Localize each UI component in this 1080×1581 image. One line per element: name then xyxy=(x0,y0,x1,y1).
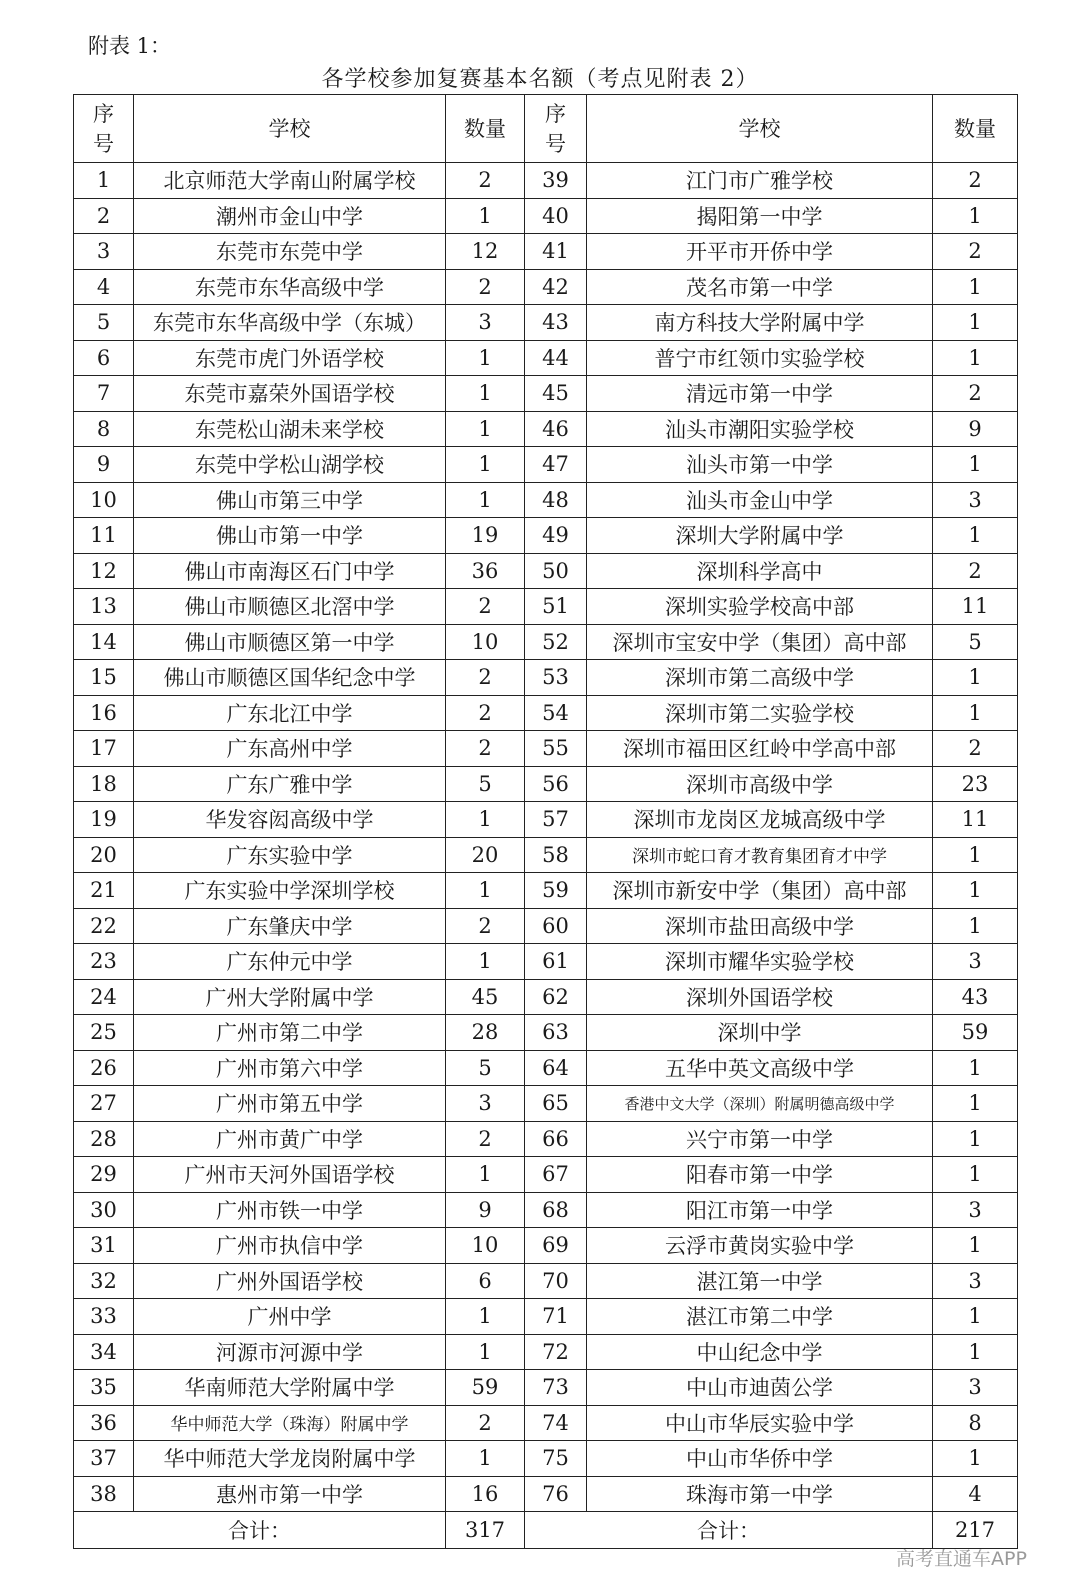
row-index-left: 13 xyxy=(74,589,134,625)
row-index-right: 41 xyxy=(525,234,587,270)
row-count-left: 2 xyxy=(446,731,525,767)
row-school-right: 深圳市龙岗区龙城高级中学 xyxy=(587,802,933,838)
row-count-right: 1 xyxy=(933,198,1018,234)
row-count-left: 1 xyxy=(446,944,525,980)
table-row xyxy=(74,802,1018,838)
row-index-left: 23 xyxy=(74,944,134,980)
row-index-right: 66 xyxy=(525,1121,587,1157)
table-row xyxy=(74,908,1018,944)
row-school-left: 广州市黄广中学 xyxy=(134,1121,446,1157)
attachment-label: 附表 1： xyxy=(88,34,172,58)
row-school-left: 广东仲元中学 xyxy=(134,944,446,980)
row-count-right: 3 xyxy=(933,1192,1018,1228)
row-index-left: 16 xyxy=(74,695,134,731)
row-school-left: 东莞松山湖未来学校 xyxy=(134,411,446,447)
row-count-right: 1 xyxy=(933,1441,1018,1477)
row-index-left: 3 xyxy=(74,234,134,270)
row-school-right: 中山市华辰实验中学 xyxy=(587,1405,933,1441)
header-count-right: 数量 xyxy=(933,95,1018,163)
row-school-right: 中山市迪茵公学 xyxy=(587,1370,933,1406)
row-index-left: 8 xyxy=(74,411,134,447)
row-index-left: 30 xyxy=(74,1192,134,1228)
table-row xyxy=(74,1050,1018,1086)
row-count-right: 23 xyxy=(933,766,1018,802)
row-school-left: 华南师范大学附属中学 xyxy=(134,1370,446,1406)
row-count-right: 1 xyxy=(933,1086,1018,1122)
row-index-left: 17 xyxy=(74,731,134,767)
row-school-right: 兴宁市第一中学 xyxy=(587,1121,933,1157)
row-count-left: 1 xyxy=(446,482,525,518)
row-index-left: 12 xyxy=(74,553,134,589)
table-row xyxy=(74,1441,1018,1477)
row-count-left: 1 xyxy=(446,1299,525,1335)
row-school-left: 佛山市顺德区北滘中学 xyxy=(134,589,446,625)
row-index-right: 67 xyxy=(525,1157,587,1193)
row-count-right: 2 xyxy=(933,163,1018,199)
header-school-left: 学校 xyxy=(134,95,446,163)
row-count-left: 1 xyxy=(446,1441,525,1477)
row-index-left: 28 xyxy=(74,1121,134,1157)
table-row xyxy=(74,518,1018,554)
row-school-right: 深圳市福田区红岭中学高中部 xyxy=(587,731,933,767)
row-index-right: 56 xyxy=(525,766,587,802)
row-index-left: 1 xyxy=(74,163,134,199)
row-school-left: 广州市天河外国语学校 xyxy=(134,1157,446,1193)
row-school-left: 广东广雅中学 xyxy=(134,766,446,802)
row-count-right: 2 xyxy=(933,234,1018,270)
header-index-right: 序 号 xyxy=(525,95,587,163)
row-index-right: 72 xyxy=(525,1334,587,1370)
row-school-left: 河源市河源中学 xyxy=(134,1334,446,1370)
row-school-right: 深圳中学 xyxy=(587,1015,933,1051)
row-school-left: 广州市第六中学 xyxy=(134,1050,446,1086)
row-count-left: 20 xyxy=(446,837,525,873)
row-school-left: 东莞市东华高级中学 xyxy=(134,269,446,305)
row-school-left: 华中师范大学龙岗附属中学 xyxy=(134,1441,446,1477)
row-index-left: 32 xyxy=(74,1263,134,1299)
row-school-left: 广东实验中学深圳学校 xyxy=(134,873,446,909)
table-row xyxy=(74,1015,1018,1051)
table-header-row xyxy=(74,95,1018,163)
row-index-right: 40 xyxy=(525,198,587,234)
row-index-right: 59 xyxy=(525,873,587,909)
row-index-left: 38 xyxy=(74,1476,134,1512)
row-count-right: 1 xyxy=(933,1121,1018,1157)
row-index-right: 52 xyxy=(525,624,587,660)
table-row xyxy=(74,234,1018,270)
row-school-left: 广州中学 xyxy=(134,1299,446,1335)
row-count-left: 1 xyxy=(446,1334,525,1370)
row-index-left: 37 xyxy=(74,1441,134,1477)
row-count-right: 1 xyxy=(933,340,1018,376)
row-count-right: 3 xyxy=(933,1370,1018,1406)
row-count-left: 2 xyxy=(446,908,525,944)
row-index-right: 50 xyxy=(525,553,587,589)
table-row xyxy=(74,340,1018,376)
row-index-left: 29 xyxy=(74,1157,134,1193)
table-row xyxy=(74,447,1018,483)
row-school-right: 江门市广雅学校 xyxy=(587,163,933,199)
row-count-left: 1 xyxy=(446,447,525,483)
row-count-right: 1 xyxy=(933,660,1018,696)
row-index-left: 33 xyxy=(74,1299,134,1335)
row-school-right: 茂名市第一中学 xyxy=(587,269,933,305)
row-school-left: 东莞中学松山湖学校 xyxy=(134,447,446,483)
row-count-right: 1 xyxy=(933,269,1018,305)
header-school-right: 学校 xyxy=(587,95,933,163)
row-school-left: 东莞市东华高级中学（东城） xyxy=(134,305,446,341)
row-school-left: 广州大学附属中学 xyxy=(134,979,446,1015)
row-index-right: 49 xyxy=(525,518,587,554)
table-row xyxy=(74,1299,1018,1335)
row-count-left: 16 xyxy=(446,1476,525,1512)
table-row xyxy=(74,1263,1018,1299)
row-count-left: 3 xyxy=(446,305,525,341)
row-school-right: 深圳外国语学校 xyxy=(587,979,933,1015)
row-index-left: 11 xyxy=(74,518,134,554)
table-row xyxy=(74,837,1018,873)
row-index-left: 22 xyxy=(74,908,134,944)
row-count-right: 1 xyxy=(933,873,1018,909)
row-index-right: 55 xyxy=(525,731,587,767)
row-index-left: 21 xyxy=(74,873,134,909)
row-index-right: 75 xyxy=(525,1441,587,1477)
table-row xyxy=(74,1192,1018,1228)
row-index-right: 63 xyxy=(525,1015,587,1051)
row-school-right: 深圳实验学校高中部 xyxy=(587,589,933,625)
row-count-left: 1 xyxy=(446,873,525,909)
row-index-left: 31 xyxy=(74,1228,134,1264)
table-row xyxy=(74,163,1018,199)
row-index-right: 73 xyxy=(525,1370,587,1406)
row-count-right: 1 xyxy=(933,1334,1018,1370)
row-count-right: 9 xyxy=(933,411,1018,447)
row-count-right: 3 xyxy=(933,482,1018,518)
row-count-left: 5 xyxy=(446,1050,525,1086)
row-index-left: 24 xyxy=(74,979,134,1015)
total-label-left: 合计： xyxy=(74,1512,446,1549)
row-school-left: 广东北江中学 xyxy=(134,695,446,731)
row-count-right: 2 xyxy=(933,553,1018,589)
row-index-left: 34 xyxy=(74,1334,134,1370)
row-school-left: 东莞市东莞中学 xyxy=(134,234,446,270)
row-school-right: 深圳市宝安中学（集团）高中部 xyxy=(587,624,933,660)
row-count-left: 2 xyxy=(446,1405,525,1441)
table-row xyxy=(74,553,1018,589)
row-index-left: 14 xyxy=(74,624,134,660)
row-index-left: 7 xyxy=(74,376,134,412)
row-index-right: 46 xyxy=(525,411,587,447)
row-count-left: 1 xyxy=(446,1157,525,1193)
row-school-right: 阳春市第一中学 xyxy=(587,1157,933,1193)
row-count-left: 5 xyxy=(446,766,525,802)
table-row xyxy=(74,305,1018,341)
row-count-left: 1 xyxy=(446,340,525,376)
row-count-right: 1 xyxy=(933,305,1018,341)
row-school-right: 揭阳第一中学 xyxy=(587,198,933,234)
table-row xyxy=(74,198,1018,234)
row-index-left: 27 xyxy=(74,1086,134,1122)
row-school-right: 五华中英文高级中学 xyxy=(587,1050,933,1086)
row-school-right: 普宁市红领巾实验学校 xyxy=(587,340,933,376)
row-index-right: 61 xyxy=(525,944,587,980)
row-count-left: 10 xyxy=(446,624,525,660)
row-count-left: 28 xyxy=(446,1015,525,1051)
table-row xyxy=(74,376,1018,412)
row-index-left: 5 xyxy=(74,305,134,341)
watermark-text: 高考直通车APP xyxy=(896,1548,1027,1570)
row-index-left: 9 xyxy=(74,447,134,483)
table-row xyxy=(74,1121,1018,1157)
row-count-left: 9 xyxy=(446,1192,525,1228)
table-row xyxy=(74,411,1018,447)
row-count-right: 1 xyxy=(933,447,1018,483)
table-row xyxy=(74,1157,1018,1193)
row-count-right: 1 xyxy=(933,837,1018,873)
header-count-left: 数量 xyxy=(446,95,525,163)
row-index-right: 60 xyxy=(525,908,587,944)
row-school-left: 佛山市南海区石门中学 xyxy=(134,553,446,589)
row-index-left: 19 xyxy=(74,802,134,838)
row-index-right: 43 xyxy=(525,305,587,341)
row-school-left: 华发容闳高级中学 xyxy=(134,802,446,838)
row-index-left: 25 xyxy=(74,1015,134,1051)
table-row xyxy=(74,482,1018,518)
row-index-right: 44 xyxy=(525,340,587,376)
row-count-right: 1 xyxy=(933,695,1018,731)
row-count-right: 3 xyxy=(933,944,1018,980)
row-school-left: 广州市第二中学 xyxy=(134,1015,446,1051)
table-row xyxy=(74,269,1018,305)
row-school-right: 汕头市潮阳实验学校 xyxy=(587,411,933,447)
row-count-right: 1 xyxy=(933,908,1018,944)
document-title: 各学校参加复赛基本名额（考点见附表 2） xyxy=(321,67,759,92)
row-count-right: 1 xyxy=(933,1228,1018,1264)
row-school-right: 深圳市第二高级中学 xyxy=(587,660,933,696)
row-school-left: 潮州市金山中学 xyxy=(134,198,446,234)
table-row xyxy=(74,624,1018,660)
table-row xyxy=(74,1228,1018,1264)
totals-row xyxy=(74,1512,1018,1549)
row-school-left: 北京师范大学南山附属学校 xyxy=(134,163,446,199)
table-row xyxy=(74,873,1018,909)
row-count-right: 1 xyxy=(933,1050,1018,1086)
row-index-left: 6 xyxy=(74,340,134,376)
row-school-left: 广州外国语学校 xyxy=(134,1263,446,1299)
row-index-right: 48 xyxy=(525,482,587,518)
row-count-left: 1 xyxy=(446,198,525,234)
table-row xyxy=(74,1405,1018,1441)
quota-table-body xyxy=(74,95,1018,1549)
row-count-right: 1 xyxy=(933,518,1018,554)
row-count-right: 11 xyxy=(933,589,1018,625)
row-school-right: 汕头市第一中学 xyxy=(587,447,933,483)
row-school-right: 汕头市金山中学 xyxy=(587,482,933,518)
row-school-right: 阳江市第一中学 xyxy=(587,1192,933,1228)
table-row xyxy=(74,660,1018,696)
row-school-left: 佛山市顺德区第一中学 xyxy=(134,624,446,660)
row-school-left: 华中师范大学（珠海）附属中学 xyxy=(134,1405,446,1441)
row-school-left: 东莞市虎门外语学校 xyxy=(134,340,446,376)
row-school-right: 清远市第一中学 xyxy=(587,376,933,412)
row-school-left: 佛山市第一中学 xyxy=(134,518,446,554)
row-index-right: 42 xyxy=(525,269,587,305)
table-row xyxy=(74,1476,1018,1512)
row-school-right: 深圳市蛇口育才教育集团育才中学 xyxy=(587,837,933,873)
row-index-right: 69 xyxy=(525,1228,587,1264)
row-index-right: 68 xyxy=(525,1192,587,1228)
row-count-left: 2 xyxy=(446,660,525,696)
row-school-right: 香港中文大学（深圳）附属明德高级中学 xyxy=(587,1086,933,1122)
row-index-left: 36 xyxy=(74,1405,134,1441)
quota-table xyxy=(73,94,1018,1549)
row-index-right: 58 xyxy=(525,837,587,873)
row-school-right: 中山纪念中学 xyxy=(587,1334,933,1370)
row-count-left: 2 xyxy=(446,1121,525,1157)
row-count-right: 11 xyxy=(933,802,1018,838)
total-value-right: 217 xyxy=(933,1512,1018,1549)
row-school-right: 湛江第一中学 xyxy=(587,1263,933,1299)
row-index-left: 10 xyxy=(74,482,134,518)
row-school-right: 深圳市耀华实验学校 xyxy=(587,944,933,980)
row-index-right: 54 xyxy=(525,695,587,731)
row-count-right: 2 xyxy=(933,376,1018,412)
row-count-right: 3 xyxy=(933,1263,1018,1299)
row-index-left: 20 xyxy=(74,837,134,873)
total-label-right: 合计： xyxy=(525,1512,933,1549)
row-index-left: 4 xyxy=(74,269,134,305)
row-index-left: 2 xyxy=(74,198,134,234)
row-index-left: 35 xyxy=(74,1370,134,1406)
total-value-left: 317 xyxy=(446,1512,525,1549)
row-count-left: 1 xyxy=(446,411,525,447)
row-index-right: 57 xyxy=(525,802,587,838)
row-school-right: 深圳市高级中学 xyxy=(587,766,933,802)
row-count-left: 2 xyxy=(446,589,525,625)
row-index-right: 45 xyxy=(525,376,587,412)
row-index-right: 47 xyxy=(525,447,587,483)
row-school-left: 佛山市顺德区国华纪念中学 xyxy=(134,660,446,696)
row-index-right: 39 xyxy=(525,163,587,199)
row-count-left: 45 xyxy=(446,979,525,1015)
row-count-left: 1 xyxy=(446,802,525,838)
row-count-right: 8 xyxy=(933,1405,1018,1441)
row-count-left: 2 xyxy=(446,695,525,731)
row-index-right: 74 xyxy=(525,1405,587,1441)
row-school-left: 惠州市第一中学 xyxy=(134,1476,446,1512)
row-index-right: 76 xyxy=(525,1476,587,1512)
table-row xyxy=(74,1370,1018,1406)
row-count-left: 3 xyxy=(446,1086,525,1122)
table-row xyxy=(74,589,1018,625)
row-count-left: 2 xyxy=(446,269,525,305)
row-school-left: 佛山市第三中学 xyxy=(134,482,446,518)
row-count-left: 36 xyxy=(446,553,525,589)
table-row xyxy=(74,695,1018,731)
row-school-right: 开平市开侨中学 xyxy=(587,234,933,270)
row-school-right: 云浮市黄岗实验中学 xyxy=(587,1228,933,1264)
row-school-right: 珠海市第一中学 xyxy=(587,1476,933,1512)
row-count-right: 1 xyxy=(933,1299,1018,1335)
row-school-left: 广州市铁一中学 xyxy=(134,1192,446,1228)
row-index-right: 65 xyxy=(525,1086,587,1122)
table-row xyxy=(74,1086,1018,1122)
table-row xyxy=(74,1334,1018,1370)
row-school-left: 广东高州中学 xyxy=(134,731,446,767)
row-index-right: 62 xyxy=(525,979,587,1015)
row-index-right: 53 xyxy=(525,660,587,696)
row-count-right: 43 xyxy=(933,979,1018,1015)
row-index-right: 71 xyxy=(525,1299,587,1335)
table-row xyxy=(74,944,1018,980)
row-school-left: 广东肇庆中学 xyxy=(134,908,446,944)
row-school-right: 中山市华侨中学 xyxy=(587,1441,933,1477)
row-school-left: 广东实验中学 xyxy=(134,837,446,873)
header-index-left: 序 号 xyxy=(74,95,134,163)
row-count-right: 1 xyxy=(933,1157,1018,1193)
row-school-right: 湛江市第二中学 xyxy=(587,1299,933,1335)
row-school-left: 东莞市嘉荣外国语学校 xyxy=(134,376,446,412)
row-school-left: 广州市执信中学 xyxy=(134,1228,446,1264)
row-count-right: 4 xyxy=(933,1476,1018,1512)
row-count-left: 6 xyxy=(446,1263,525,1299)
row-index-right: 51 xyxy=(525,589,587,625)
row-index-right: 64 xyxy=(525,1050,587,1086)
row-school-left: 广州市第五中学 xyxy=(134,1086,446,1122)
table-row xyxy=(74,731,1018,767)
row-count-right: 5 xyxy=(933,624,1018,660)
row-count-left: 12 xyxy=(446,234,525,270)
row-index-left: 26 xyxy=(74,1050,134,1086)
table-row xyxy=(74,979,1018,1015)
row-count-right: 59 xyxy=(933,1015,1018,1051)
row-count-left: 2 xyxy=(446,163,525,199)
row-school-right: 深圳科学高中 xyxy=(587,553,933,589)
row-school-right: 深圳市第二实验学校 xyxy=(587,695,933,731)
row-school-right: 深圳市盐田高级中学 xyxy=(587,908,933,944)
row-school-right: 深圳市新安中学（集团）高中部 xyxy=(587,873,933,909)
row-school-right: 南方科技大学附属中学 xyxy=(587,305,933,341)
row-count-left: 10 xyxy=(446,1228,525,1264)
row-count-left: 1 xyxy=(446,376,525,412)
table-row xyxy=(74,766,1018,802)
row-count-left: 59 xyxy=(446,1370,525,1406)
row-school-right: 深圳大学附属中学 xyxy=(587,518,933,554)
row-count-left: 19 xyxy=(446,518,525,554)
row-index-left: 15 xyxy=(74,660,134,696)
row-index-right: 70 xyxy=(525,1263,587,1299)
row-count-right: 2 xyxy=(933,731,1018,767)
row-index-left: 18 xyxy=(74,766,134,802)
